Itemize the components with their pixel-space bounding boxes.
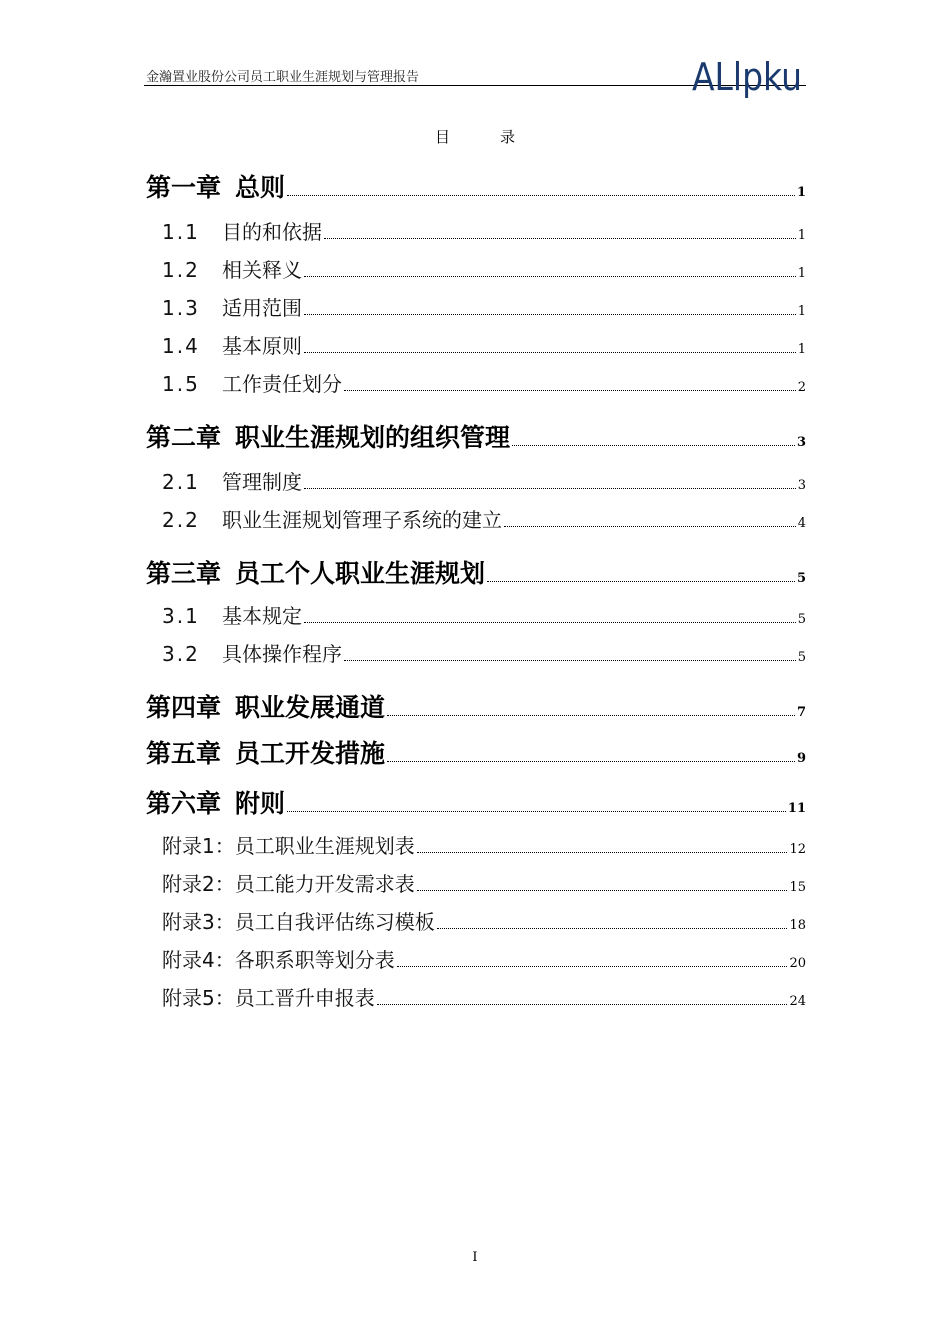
toc-entry-chapter[interactable]	[146, 734, 806, 770]
toc-entry-title: 适用范围	[222, 296, 302, 320]
toc-entry-label	[162, 368, 342, 397]
dot-leader	[437, 927, 788, 929]
toc-entry-number: 2.1	[162, 470, 200, 494]
toc-entry-page: 9	[796, 751, 806, 766]
dot-leader	[417, 889, 788, 891]
toc-entry-number: 附录4：	[162, 948, 235, 972]
toc-entry-chapter[interactable]	[146, 418, 806, 454]
toc-entry-title: 员工个人职业生涯规划	[235, 559, 486, 588]
toc-entry-label	[146, 734, 385, 770]
toc-entry-page: 24	[789, 994, 806, 1009]
toc-entry-title: 职业生涯规划的组织管理	[235, 423, 511, 452]
toc-entry-title: 目的和依据	[222, 220, 322, 244]
dot-leader	[304, 275, 796, 277]
toc-entry-number: 附录3：	[162, 910, 235, 934]
toc-entry-page: 18	[789, 918, 806, 933]
toc-entry-title: 附则	[235, 789, 286, 818]
dot-leader	[304, 313, 796, 315]
dot-leader	[504, 525, 796, 527]
toc-entry-page: 5	[796, 571, 806, 586]
toc-entry-chapter[interactable]	[146, 554, 806, 590]
toc-entry-title: 基本原则	[222, 334, 302, 358]
toc-entry-label	[162, 638, 342, 667]
toc-entry-appendix[interactable]	[162, 906, 806, 935]
toc-entry-page: 3	[796, 435, 806, 450]
toc-entry-title: 员工自我评估练习模板	[234, 910, 435, 934]
toc-entry-number: 附录5：	[162, 986, 235, 1010]
toc-entry-page: 1	[796, 185, 806, 200]
toc-entry-page: 1	[797, 228, 806, 243]
toc-entry-title: 具体操作程序	[222, 642, 342, 666]
toc-entry-page: 5	[797, 612, 806, 627]
toc-entry-chapter[interactable]	[146, 784, 806, 820]
dot-leader	[304, 487, 796, 489]
toc-entry-title: 员工职业生涯规划表	[234, 834, 415, 858]
toc-entry-page: 4	[797, 516, 806, 531]
toc-entry-title: 员工开发措施	[235, 739, 386, 768]
page-number: I	[472, 1250, 478, 1265]
toc-entry-label	[162, 906, 435, 935]
toc-entry-label	[146, 784, 285, 820]
toc-entry-label	[146, 688, 385, 724]
toc-entry-section[interactable]	[162, 600, 806, 629]
toc-entry-section[interactable]	[162, 330, 806, 359]
dot-leader	[417, 851, 788, 853]
toc-entry-label	[146, 168, 285, 204]
toc-entry-number: 第六章	[146, 789, 222, 818]
toc-entry-section[interactable]	[162, 466, 806, 495]
dot-leader	[324, 237, 796, 239]
dot-leader	[304, 351, 796, 353]
toc-entry-number: 第四章	[146, 693, 222, 722]
toc-entry-section[interactable]	[162, 368, 806, 397]
toc-title: 目录	[434, 128, 565, 146]
toc-entry-page: 7	[796, 705, 806, 720]
toc-entry-label	[162, 216, 322, 245]
toc-entry-page: 1	[797, 304, 806, 319]
toc-entry-title: 工作责任划分	[222, 372, 342, 396]
header-title: 金瀚置业股份公司员工职业生涯规划与管理报告	[146, 70, 420, 85]
toc-entry-number: 3.1	[162, 604, 200, 628]
toc-entry-number: 1.4	[162, 334, 200, 358]
toc-entry-section[interactable]	[162, 504, 806, 533]
dot-leader	[397, 965, 788, 967]
dot-leader	[377, 1003, 788, 1005]
toc-entry-page: 15	[789, 880, 806, 895]
toc-entry-appendix[interactable]	[162, 868, 806, 897]
toc-entry-title: 管理制度	[222, 470, 302, 494]
toc-entry-page: 12	[789, 842, 806, 857]
toc-entry-number: 第五章	[146, 739, 222, 768]
toc-entry-label	[146, 418, 510, 454]
toc-entry-label	[162, 830, 415, 859]
toc-entry-label	[146, 554, 485, 590]
dot-leader	[387, 714, 795, 716]
dot-leader	[487, 580, 795, 582]
toc-entry-title: 员工晋升申报表	[234, 986, 375, 1010]
toc-entry-label	[162, 982, 375, 1011]
toc-entry-number: 3.2	[162, 642, 200, 666]
toc-entry-label	[162, 504, 502, 533]
toc-entry-number: 第二章	[146, 423, 222, 452]
toc-entry-chapter[interactable]	[146, 688, 806, 724]
dot-leader	[512, 444, 795, 446]
toc-entry-number: 第一章	[146, 173, 222, 202]
dot-leader	[344, 389, 796, 391]
logo-text: ALlpku	[692, 56, 802, 99]
toc-entry-chapter[interactable]	[146, 168, 806, 204]
toc-entry-title: 员工能力开发需求表	[234, 872, 415, 896]
toc-entry-page: 1	[797, 342, 806, 357]
toc-entry-section[interactable]	[162, 638, 806, 667]
toc-entry-page: 2	[797, 380, 806, 395]
dot-leader	[287, 194, 795, 196]
dot-leader	[287, 810, 786, 812]
dot-leader	[344, 659, 796, 661]
toc-entry-title: 职业生涯规划管理子系统的建立	[222, 508, 502, 532]
toc-entry-page: 5	[797, 650, 806, 665]
toc-entry-label	[162, 868, 415, 897]
dot-leader	[387, 760, 795, 762]
toc-entry-label	[162, 254, 302, 283]
toc-entry-number: 附录1：	[162, 834, 235, 858]
toc-entry-number: 第三章	[146, 559, 222, 588]
toc-entry-number: 2.2	[162, 508, 200, 532]
toc-entry-appendix[interactable]	[162, 944, 806, 973]
toc-entry-number: 1.5	[162, 372, 200, 396]
toc-entry-title: 基本规定	[222, 604, 302, 628]
toc-entry-page: 3	[797, 478, 806, 493]
company-logo	[690, 56, 808, 100]
toc-entry-section[interactable]	[162, 254, 806, 283]
toc-entry-page: 1	[797, 266, 806, 281]
toc-entry-label	[162, 466, 302, 495]
toc-entry-title: 相关释义	[222, 258, 302, 282]
toc-entry-title: 各职系职等划分表	[234, 948, 395, 972]
toc-entry-label	[162, 330, 302, 359]
toc-entry-number: 1.1	[162, 220, 200, 244]
toc-entry-title: 职业发展通道	[235, 693, 386, 722]
toc-entry-label	[162, 944, 395, 973]
toc-entry-title: 总则	[235, 173, 286, 202]
toc-entry-page: 20	[789, 956, 806, 971]
dot-leader	[304, 621, 796, 623]
toc-entry-number: 附录2：	[162, 872, 235, 896]
toc-entry-label	[162, 292, 302, 321]
toc-entry-section[interactable]	[162, 292, 806, 321]
toc-entry-page: 11	[787, 801, 806, 816]
toc-entry-number: 1.2	[162, 258, 200, 282]
toc-entry-appendix[interactable]	[162, 830, 806, 859]
toc-entry-section[interactable]	[162, 216, 806, 245]
toc-entry-label	[162, 600, 302, 629]
toc-entry-appendix[interactable]	[162, 982, 806, 1011]
toc-entry-number: 1.3	[162, 296, 200, 320]
